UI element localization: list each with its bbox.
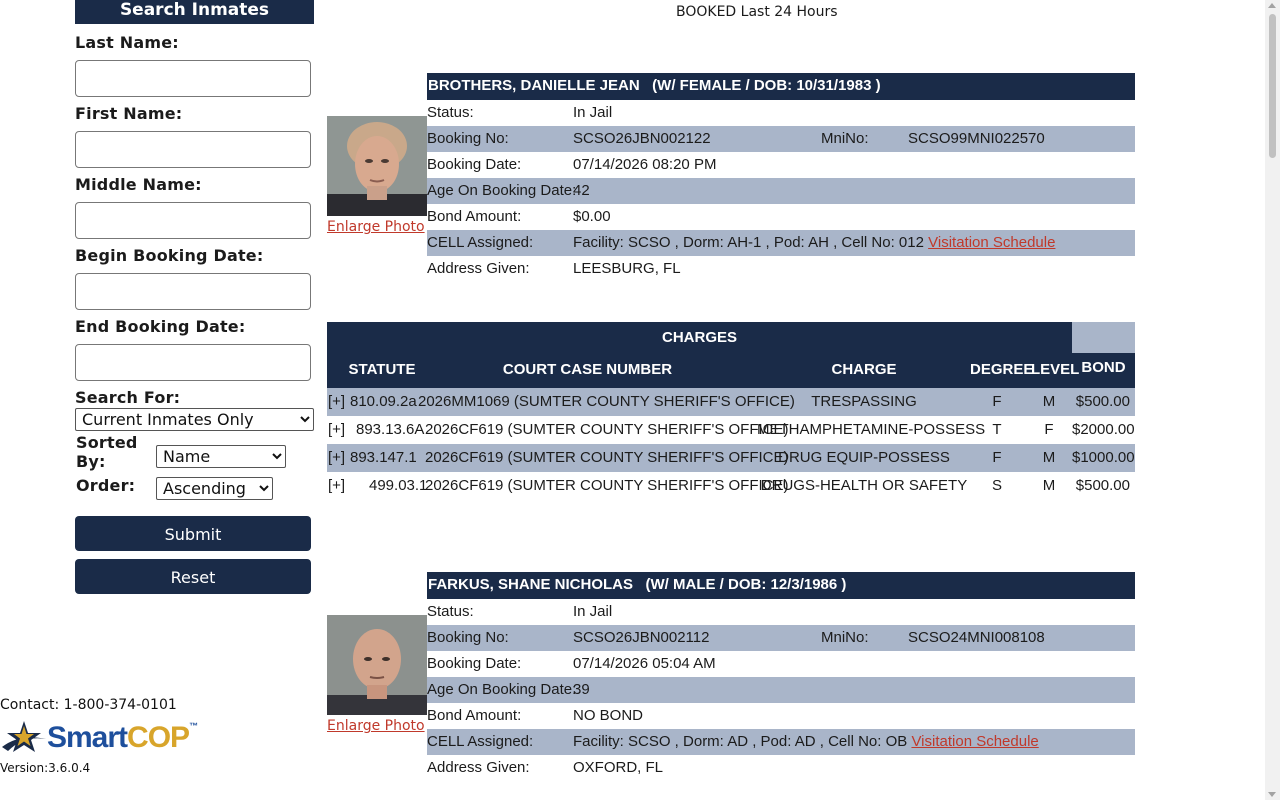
charge-degree: F xyxy=(992,393,1002,410)
cell-row xyxy=(427,729,1135,755)
booking-date-row xyxy=(427,152,1135,178)
inmate-header xyxy=(427,73,1135,100)
status-row xyxy=(427,100,1135,126)
cell-label: CELL Assigned: xyxy=(427,733,534,750)
address-value: OXFORD, FL xyxy=(573,759,664,776)
booking-date-label: Booking Date: xyxy=(427,655,522,672)
age-row xyxy=(427,677,1135,703)
charge-row xyxy=(327,444,1135,472)
charge-description: DRUG EQUIP-POSSESS xyxy=(778,449,950,466)
scroll-up-arrow-icon[interactable] xyxy=(1268,3,1276,8)
booking-no-value: SCSO26JBN002122 xyxy=(573,130,711,147)
charge-bond: $2000.00 xyxy=(1072,421,1135,438)
bond-header: BOND xyxy=(1081,359,1126,376)
charge-level: M xyxy=(1042,449,1056,466)
begin-booking-date-input[interactable] xyxy=(75,273,311,310)
sorted-by-label-line1: Sorted xyxy=(76,433,138,452)
address-row xyxy=(427,256,1135,282)
mni-no-value: SCSO24MNI008108 xyxy=(908,629,1045,646)
booking-no-label: Booking No: xyxy=(427,130,509,147)
charge-header: CHARGE xyxy=(831,361,897,378)
star-logo-icon xyxy=(0,717,52,757)
order-select[interactable] xyxy=(156,477,273,500)
bond-label: Bond Amount: xyxy=(427,707,522,724)
search-sidebar xyxy=(75,0,315,594)
charge-bond: $1000.00 xyxy=(1072,449,1135,466)
enlarge-photo-link[interactable]: Enlarge Photo xyxy=(327,718,425,734)
end-booking-date-label: End Booking Date: xyxy=(75,317,246,336)
expand-charge-toggle[interactable]: [+] xyxy=(328,449,346,466)
order-label: Order: xyxy=(76,476,136,495)
charge-level: M xyxy=(1042,477,1056,494)
bond-row xyxy=(427,703,1135,729)
charge-case-number: 2026CF619 (SUMTER COUNTY SHERIFF'S OFFICE) xyxy=(425,449,789,466)
page-title: BOOKED Last 24 Hours xyxy=(676,4,838,20)
begin-booking-date-label: Begin Booking Date: xyxy=(75,246,264,265)
cell-value: Facility: SCSO , Dorm: AH-1 , Pod: AH , Cell No: 012 xyxy=(573,234,924,251)
sidebar-title: Search Inmates xyxy=(75,0,314,24)
charge-row xyxy=(327,416,1135,444)
booking-date-row xyxy=(427,651,1135,677)
charge-case-number: 2026MM1069 (SUMTER COUNTY SHERIFF'S OFFICE) xyxy=(418,393,795,410)
charges-title-filler xyxy=(1072,322,1135,353)
charge-case-number: 2026CF619 (SUMTER COUNTY SHERIFF'S OFFICE) xyxy=(425,421,789,438)
expand-charge-toggle[interactable]: [+] xyxy=(328,393,346,410)
reset-button[interactable]: Reset xyxy=(75,559,311,594)
bond-label: Bond Amount: xyxy=(427,208,522,225)
charge-level: M xyxy=(1042,393,1056,410)
sorted-by-select[interactable] xyxy=(156,445,286,468)
charge-row xyxy=(327,388,1135,416)
booking-date-value: 07/14/2026 08:20 PM xyxy=(573,156,717,173)
charge-statute: 810.09.2a xyxy=(350,393,417,410)
cell-row xyxy=(427,230,1135,256)
charge-statute: 499.03.1 xyxy=(369,477,428,494)
charge-statute: 893.147.1 xyxy=(350,449,417,466)
first-name-label: First Name: xyxy=(75,104,183,123)
cell-value: Facility: SCSO , Dorm: AD , Pod: AD , Cell No: OB xyxy=(573,733,908,750)
age-label: Age On Booking Date: xyxy=(427,182,577,199)
age-value: 39 xyxy=(573,681,590,698)
bond-value: $0.00 xyxy=(573,208,611,225)
age-row xyxy=(427,178,1135,204)
address-value: LEESBURG, FL xyxy=(573,260,681,277)
logo-text-smart: Smart xyxy=(47,721,128,754)
charge-description: TRESPASSING xyxy=(811,393,917,410)
last-name-label: Last Name: xyxy=(75,33,179,52)
charge-degree: F xyxy=(992,449,1002,466)
sorted-by-label-line2: By: xyxy=(76,452,106,471)
booking-no-value: SCSO26JBN002112 xyxy=(573,629,710,646)
search-for-select[interactable] xyxy=(75,408,314,431)
address-label: Address Given: xyxy=(427,759,530,776)
expand-charge-toggle[interactable]: [+] xyxy=(328,421,346,438)
search-for-label: Search For: xyxy=(75,388,181,407)
charges-title: CHARGES xyxy=(327,322,1072,353)
inmate-photo-image xyxy=(327,116,427,216)
mni-no-label: MniNo: xyxy=(821,629,869,646)
inmate-photo-image xyxy=(327,615,427,715)
degree-header: DEGREE xyxy=(970,361,1034,378)
charge-bond: $500.00 xyxy=(1075,393,1130,410)
cell-value-wrap xyxy=(573,230,1055,256)
charge-level: F xyxy=(1044,421,1054,438)
age-label: Age On Booking Date: xyxy=(427,681,577,698)
charge-row xyxy=(327,472,1135,500)
inmate-header xyxy=(427,572,1135,599)
contact-text: Contact: 1-800-374-0101 xyxy=(0,697,177,713)
footer xyxy=(0,697,200,775)
inmate-photo[interactable] xyxy=(327,615,427,715)
charge-degree: S xyxy=(991,477,1002,494)
status-label: Status: xyxy=(427,104,474,121)
inmate-photo[interactable] xyxy=(327,116,427,216)
last-name-input[interactable] xyxy=(75,60,311,97)
visitation-schedule-link[interactable]: Visitation Schedule xyxy=(911,733,1039,750)
first-name-input[interactable] xyxy=(75,131,311,168)
address-label: Address Given: xyxy=(427,260,530,277)
statute-header: STATUTE xyxy=(348,361,416,378)
middle-name-input[interactable] xyxy=(75,202,311,239)
cell-label: CELL Assigned: xyxy=(427,234,534,251)
middle-name-label: Middle Name: xyxy=(75,175,202,194)
logo-wordmark xyxy=(47,721,197,755)
level-header: LEVEL xyxy=(1031,361,1080,378)
bond-row xyxy=(427,204,1135,230)
end-booking-date-input[interactable] xyxy=(75,344,311,381)
court-case-header: COURT CASE NUMBER xyxy=(502,361,673,378)
charge-description: METHAMPHETAMINE-POSSESS xyxy=(757,421,986,438)
scroll-thumb[interactable] xyxy=(1269,14,1276,158)
charge-statute: 893.13.6A xyxy=(356,421,425,438)
logo-text-cop: COP xyxy=(127,721,190,754)
address-row xyxy=(427,755,1135,781)
bond-value: NO BOND xyxy=(573,707,644,724)
scroll-down-arrow-icon[interactable] xyxy=(1268,792,1276,797)
mni-no-value: SCSO99MNI022570 xyxy=(908,130,1045,147)
cell-value-wrap xyxy=(573,729,1039,755)
expand-charge-toggle[interactable]: [+] xyxy=(328,477,346,494)
charge-description: DRUGS-HEALTH OR SAFETY xyxy=(760,477,968,494)
charges-header-row xyxy=(327,353,1135,388)
enlarge-photo-link[interactable]: Enlarge Photo xyxy=(327,219,425,235)
charge-bond: $500.00 xyxy=(1075,477,1130,494)
logo-trademark: ™ xyxy=(189,721,198,731)
submit-button[interactable]: Submit xyxy=(75,516,311,551)
version-text: Version:3.6.0.4 xyxy=(0,761,91,775)
status-label: Status: xyxy=(427,603,474,620)
booking-no-row xyxy=(427,625,1135,651)
page-scrollbar[interactable] xyxy=(1265,0,1280,800)
charge-case-number: 2026CF619 (SUMTER COUNTY SHERIFF'S OFFICE) xyxy=(425,477,789,494)
status-value: In Jail xyxy=(573,603,613,620)
booking-date-value: 07/14/2026 05:04 AM xyxy=(573,655,716,672)
visitation-schedule-link[interactable]: Visitation Schedule xyxy=(928,234,1056,251)
booking-no-label: Booking No: xyxy=(427,629,509,646)
inmate-header-text: FARKUS, SHANE NICHOLAS (W/ MALE / DOB: 12/3/1986 ) xyxy=(428,576,847,593)
booking-date-label: Booking Date: xyxy=(427,156,522,173)
status-value: In Jail xyxy=(573,104,613,121)
mni-no-label: MniNo: xyxy=(821,130,869,147)
smartcop-logo xyxy=(0,717,200,761)
charge-degree: T xyxy=(992,421,1002,438)
inmate-header-text: BROTHERS, DANIELLE JEAN (W/ FEMALE / DOB: 10/31/1983 ) xyxy=(428,77,881,94)
booking-no-row xyxy=(427,126,1135,152)
age-value: 42 xyxy=(573,182,590,199)
status-row xyxy=(427,599,1135,625)
